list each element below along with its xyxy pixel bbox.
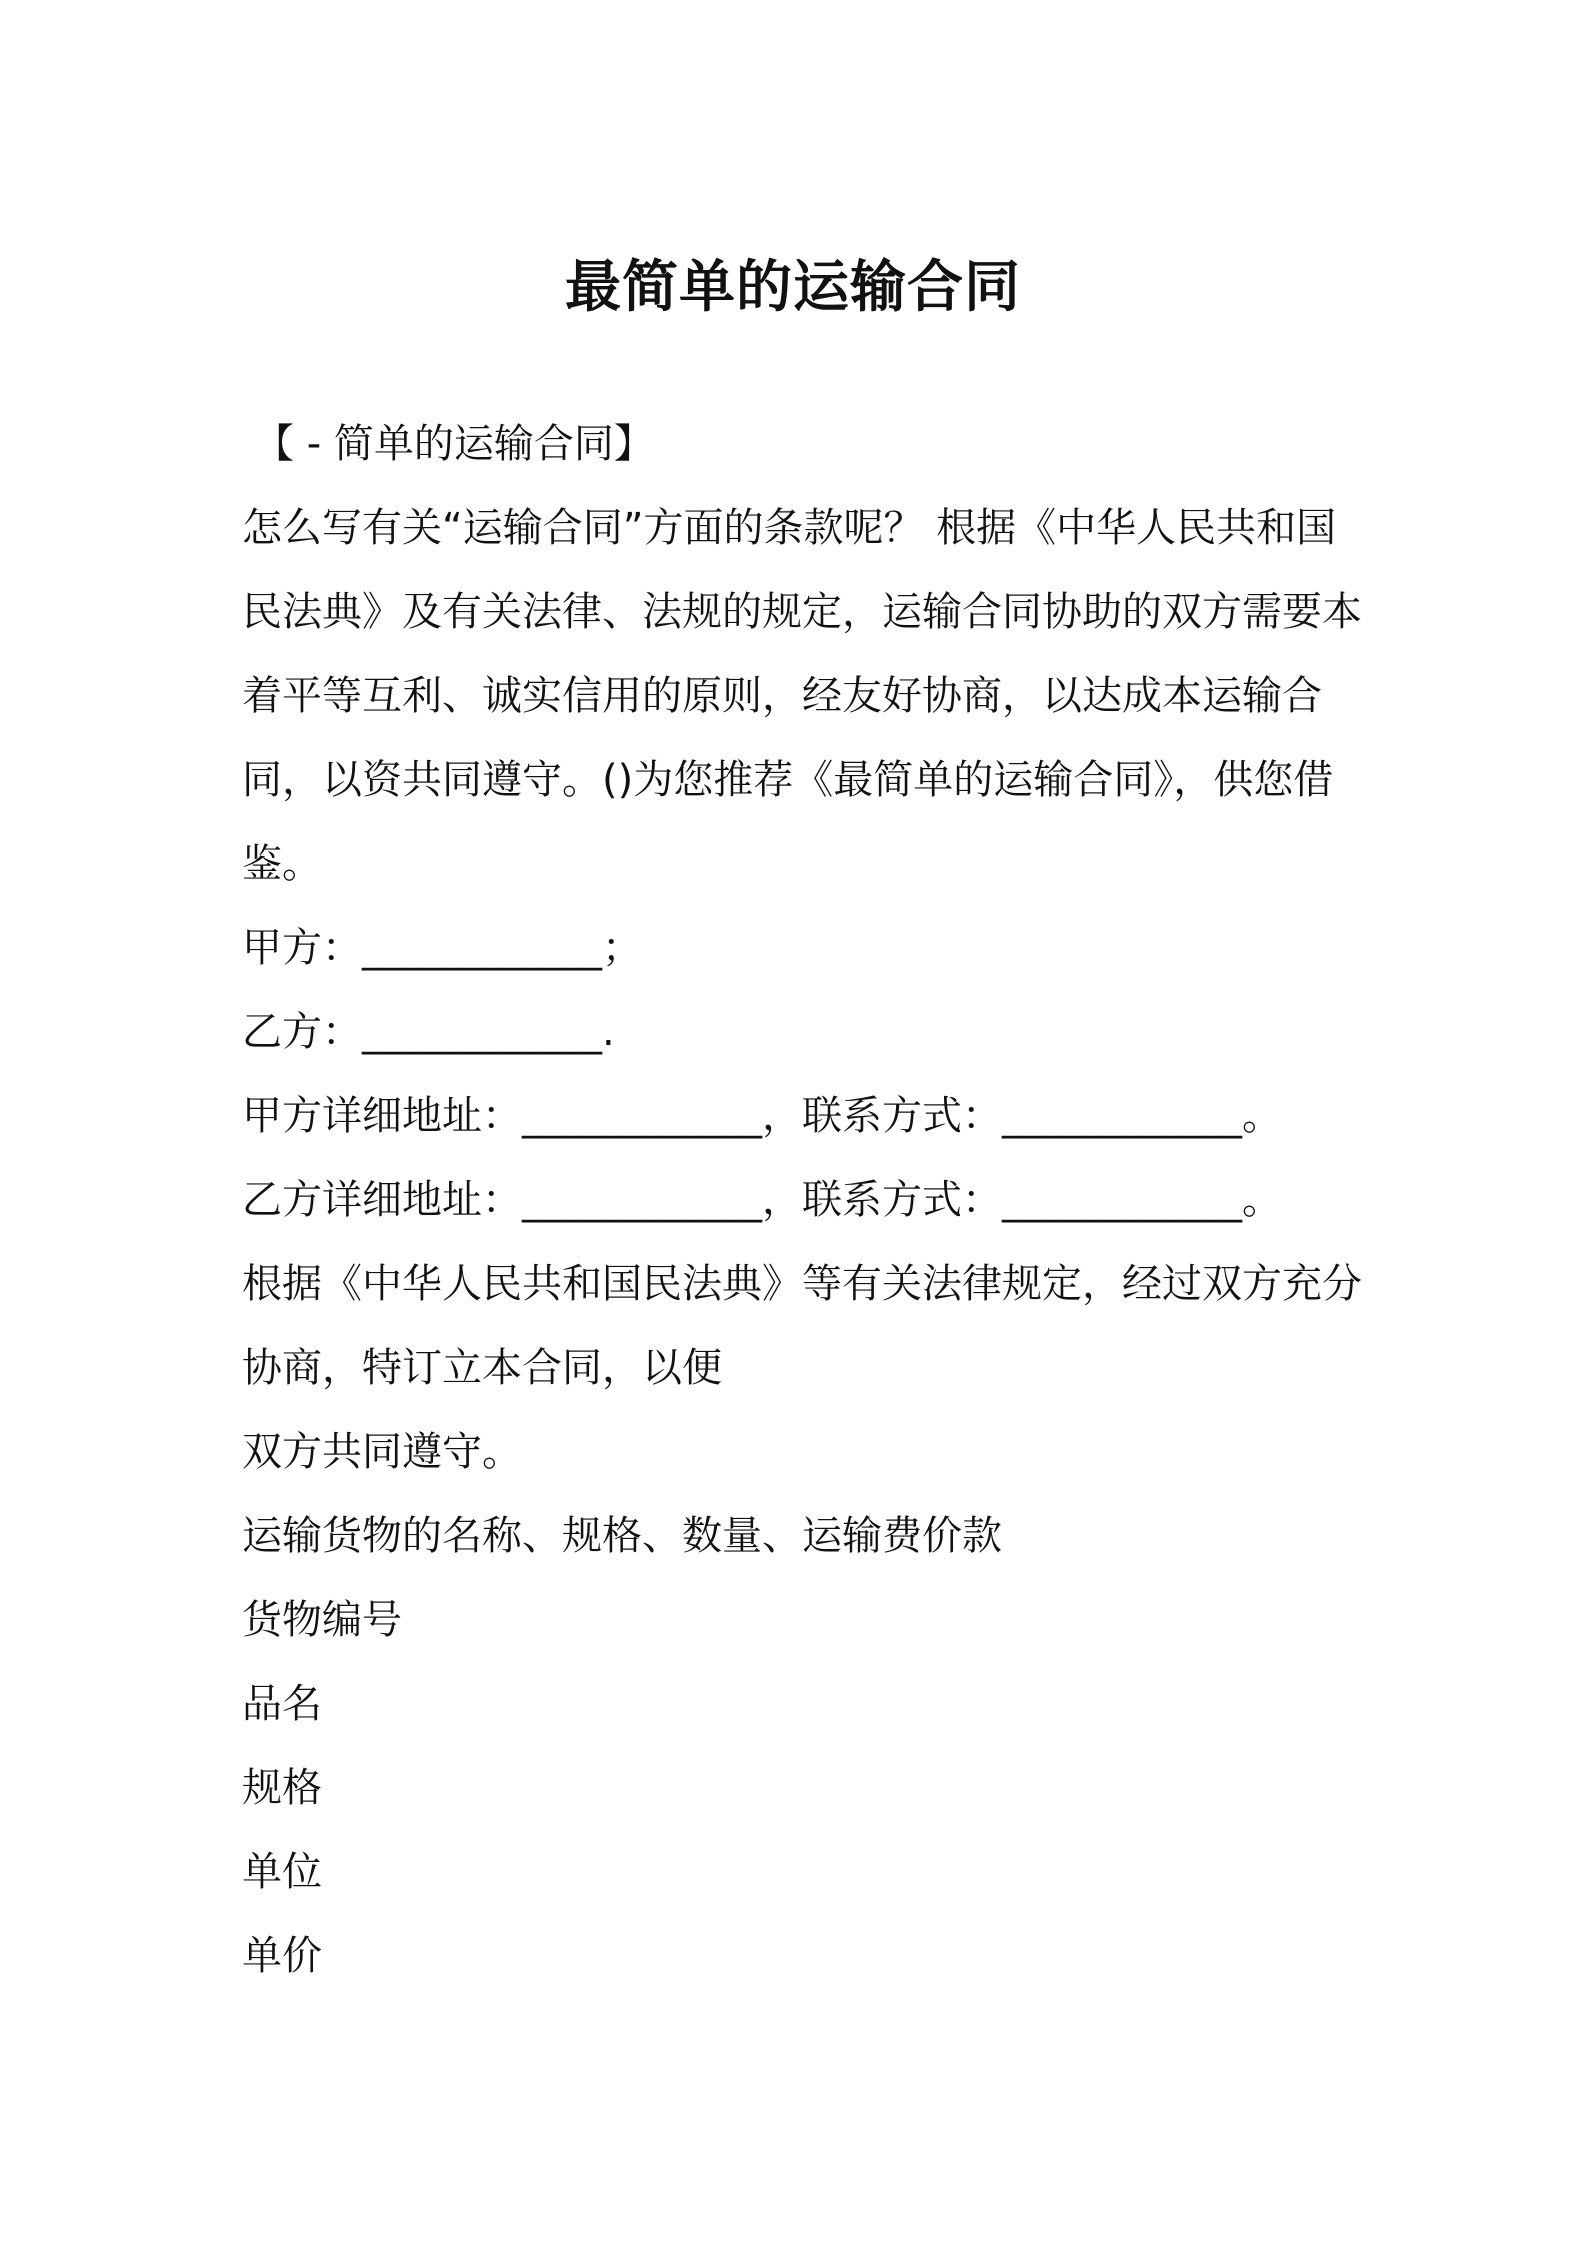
document-subtitle: 【 - 简单的运输合同】 xyxy=(254,421,654,467)
document-title: 最简单的运输合同 xyxy=(565,255,1021,320)
intro-paragraph: 怎么写有关“运输合同”方面的条款呢？ 根据《中华人民共和国民法典》及有关法律、法规的规定，运输合同协助的双方需要本着平等互利、诚实信用的原则，经友好协商，以达成本运输合同，以资共同遵守。()为您推荐《最简单的运输合同》，供您借鉴。 xyxy=(242,505,1362,887)
goods-field-name: 品名 xyxy=(242,1681,322,1727)
basis-paragraph-continued: 双方共同遵守。 xyxy=(242,1429,522,1475)
document-body xyxy=(242,402,1362,1998)
party-a-line: 甲方：____________； xyxy=(242,925,642,971)
party-b-address-line: 乙方详细地址：____________，联系方式：____________。 xyxy=(242,1177,1282,1223)
basis-paragraph: 根据《中华人民共和国民法典》等有关法律规定，经过双方充分协商，特订立本合同，以便 xyxy=(242,1261,1362,1391)
goods-field-unit-price: 单价 xyxy=(242,1933,322,1979)
goods-field-number: 货物编号 xyxy=(242,1597,402,1643)
goods-field-spec: 规格 xyxy=(242,1765,322,1811)
party-b-line: 乙方：____________. xyxy=(242,1009,615,1055)
goods-field-unit: 单位 xyxy=(242,1849,322,1895)
goods-heading: 运输货物的名称、规格、数量、运输费价款 xyxy=(242,1513,1002,1559)
party-a-address-line: 甲方详细地址：____________，联系方式：____________。 xyxy=(242,1093,1282,1139)
